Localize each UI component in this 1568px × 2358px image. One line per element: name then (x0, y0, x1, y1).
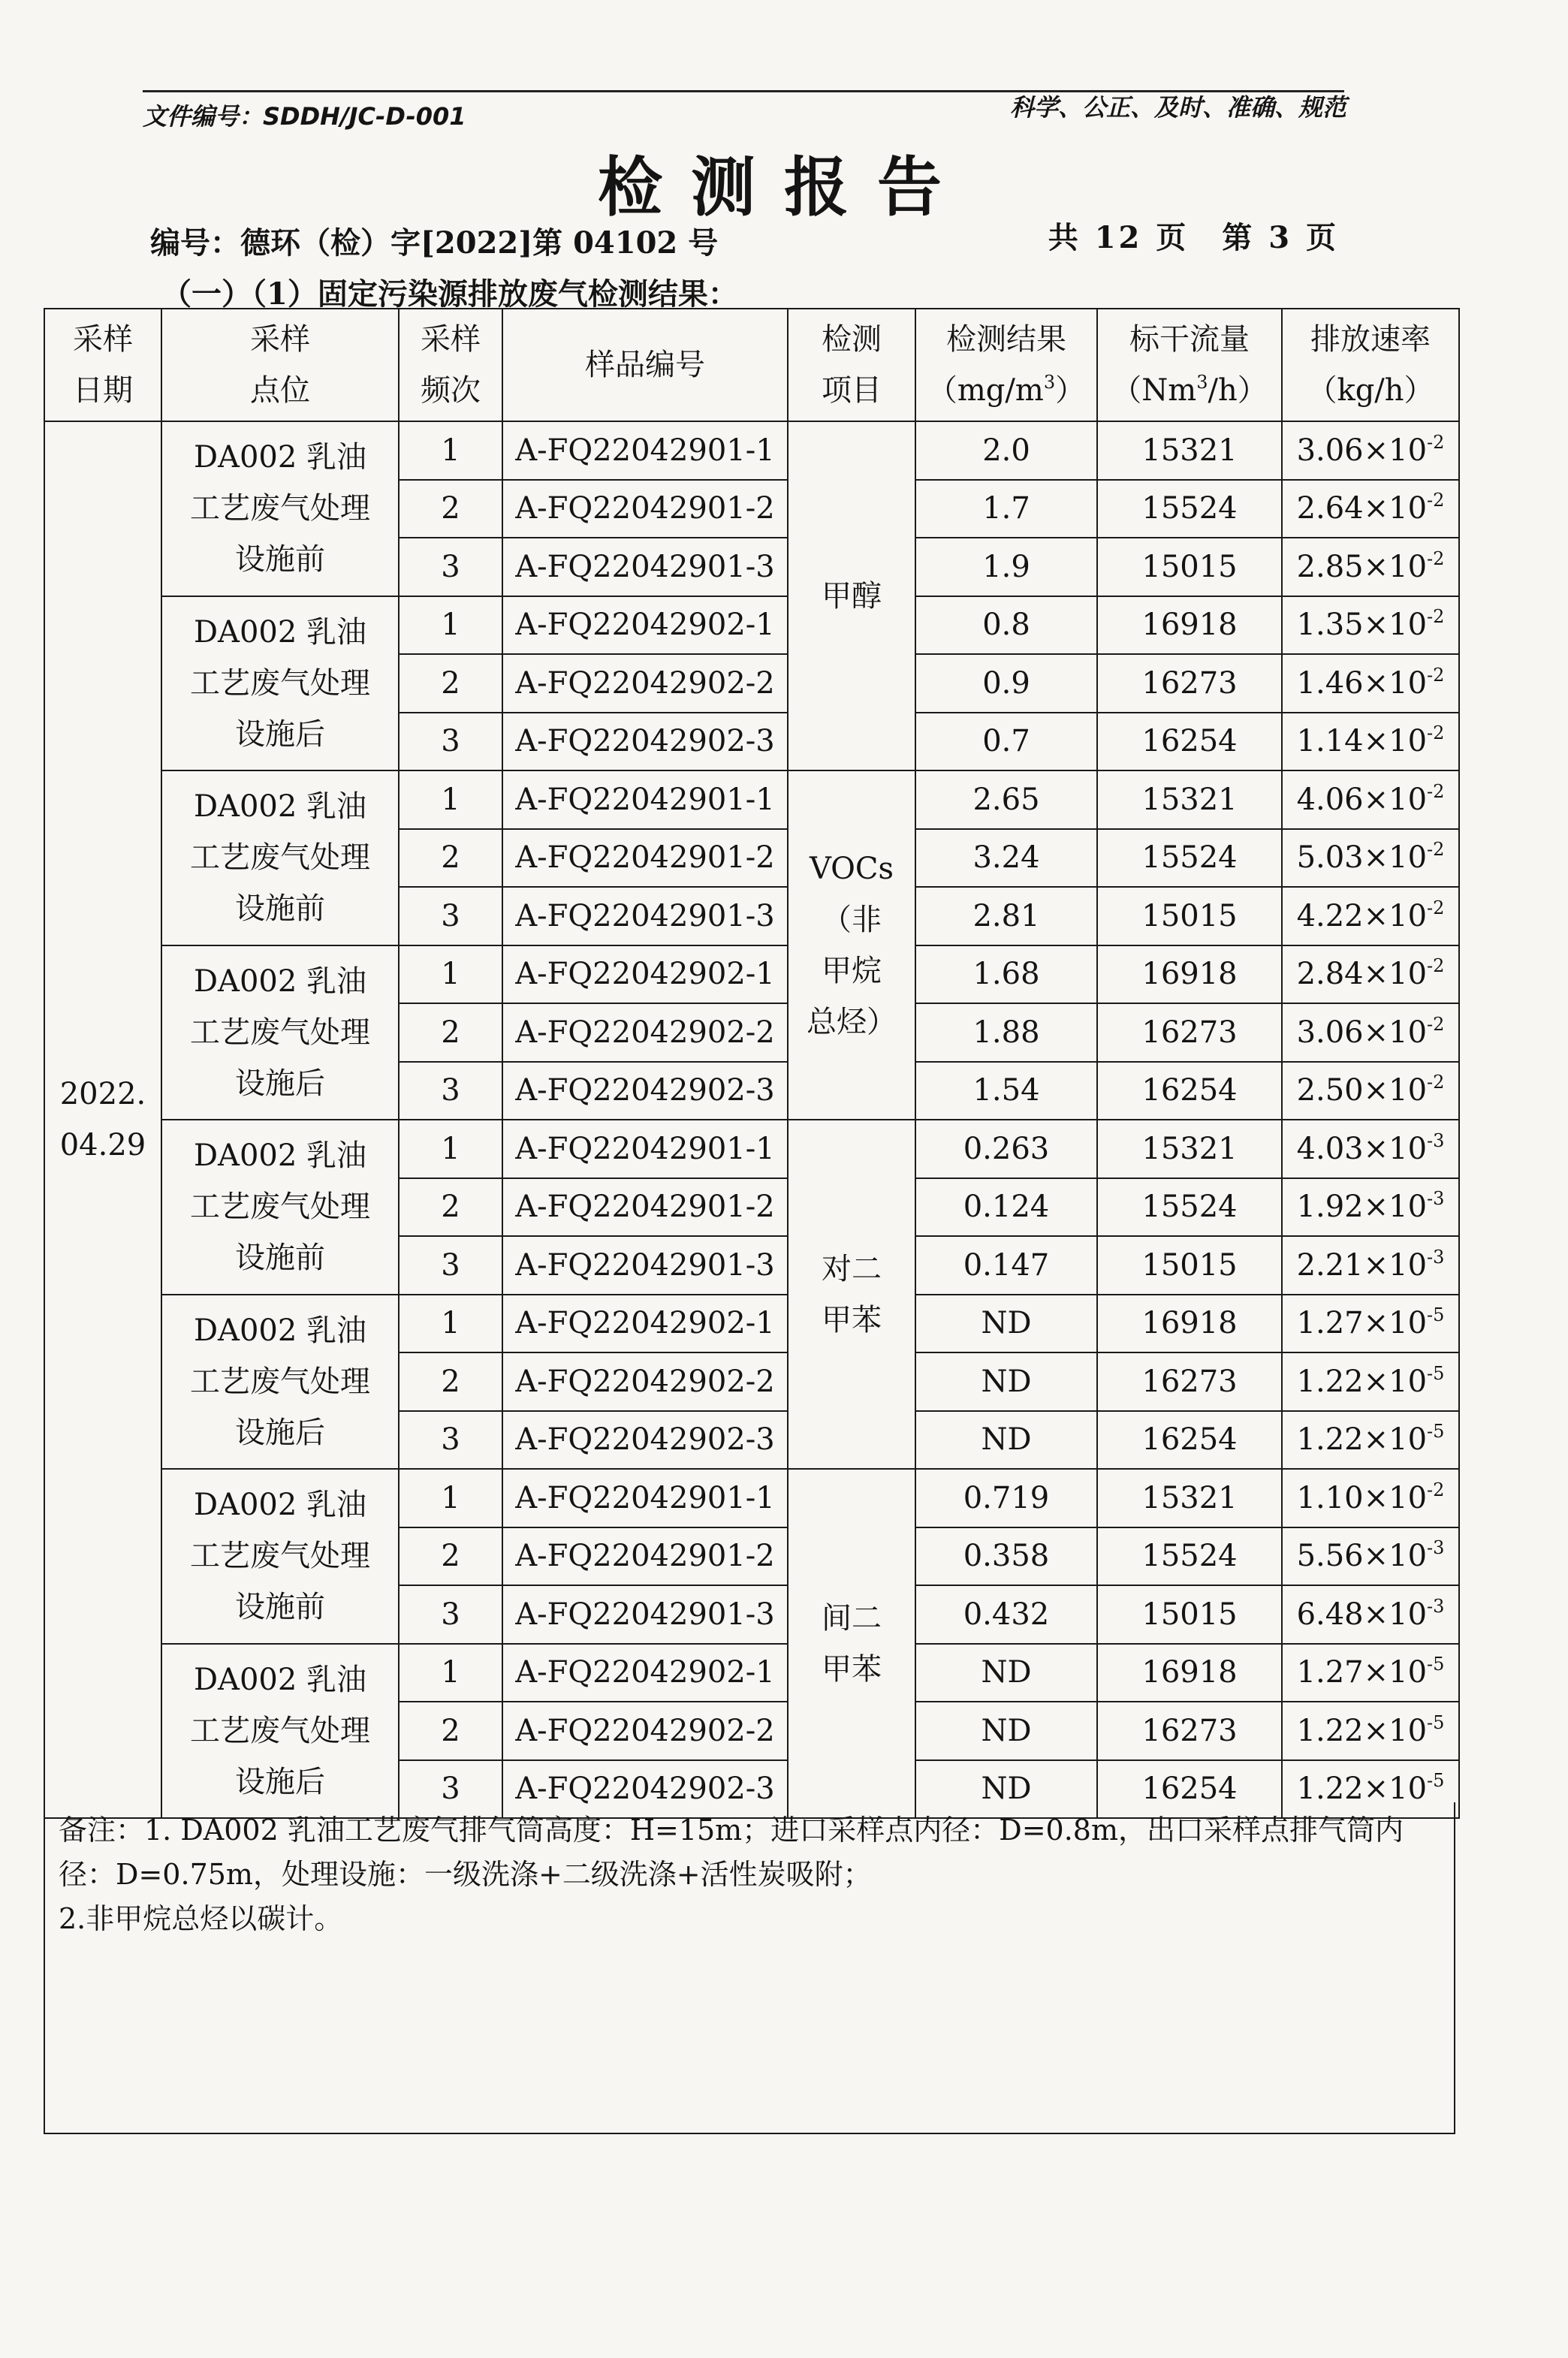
table-row (44, 770, 1459, 829)
frequency-cell: 1 (399, 421, 502, 480)
result-cell: 2.0 (915, 421, 1097, 480)
flow-cell: 15321 (1097, 421, 1282, 480)
frequency-cell: 3 (399, 538, 502, 596)
sampling-point-before: DA002 乳油 工艺废气处理 设施前 (161, 1469, 399, 1644)
sample-id-cell: A-FQ22042901-3 (502, 1236, 788, 1295)
rate-cell: $2.84\times 10^{-2}$ (1282, 945, 1459, 1004)
result-cell: 1.68 (915, 945, 1097, 1004)
rate-cell: $4.03\times 10^{-3}$ (1282, 1120, 1459, 1178)
flow-cell: 16254 (1097, 1411, 1282, 1470)
table-row (44, 1469, 1459, 1527)
col-header-item: 检测 项目 (788, 309, 915, 421)
sample-id-cell: A-FQ22042902-2 (502, 1702, 788, 1760)
frequency-cell: 3 (399, 1411, 502, 1470)
rate-cell: $6.48\times 10^{-3}$ (1282, 1585, 1459, 1644)
flow-cell: 16273 (1097, 1702, 1282, 1760)
frequency-cell: 1 (399, 596, 502, 655)
remarks (44, 1802, 1455, 2134)
sample-id-cell: A-FQ22042902-3 (502, 1062, 788, 1120)
item-methanol: 甲醇 (788, 421, 915, 770)
result-cell: 1.54 (915, 1062, 1097, 1120)
rate-cell: $1.14\times 10^{-2}$ (1282, 713, 1459, 771)
rate-cell: $1.92\times 10^{-3}$ (1282, 1178, 1459, 1237)
frequency-cell: 3 (399, 1236, 502, 1295)
rate-cell: $1.22\times 10^{-5}$ (1282, 1352, 1459, 1411)
frequency-cell: 3 (399, 887, 502, 945)
rate-cell: $3.06\times 10^{-2}$ (1282, 1003, 1459, 1062)
rate-cell: $2.85\times 10^{-2}$ (1282, 538, 1459, 596)
flow-cell: 16273 (1097, 1352, 1282, 1411)
rate-cell: $2.64\times 10^{-2}$ (1282, 480, 1459, 538)
frequency-cell: 1 (399, 1120, 502, 1178)
remark-line-2: 2.非甲烷总烃以碳计。 (59, 1901, 343, 1935)
result-cell: 0.8 (915, 596, 1097, 655)
sampling-point-after: DA002 乳油 工艺废气处理 设施后 (161, 945, 399, 1120)
result-cell: 0.263 (915, 1120, 1097, 1178)
item-vocs: VOCs （非 甲烷 总烃） (788, 770, 915, 1120)
flow-cell: 16918 (1097, 596, 1282, 655)
remark-line-1: 备注：1. DA002 乳油工艺废气排气筒高度：H=15m；进口采样点内径：D=0.8m，出口采样点排气筒内径：D=0.75m，处理设施：一级洗涤+二级洗涤+活性炭吸附； (59, 1814, 1404, 1891)
result-cell: 2.81 (915, 887, 1097, 945)
sample-id-cell: A-FQ22042902-1 (502, 945, 788, 1004)
sampling-point-before: DA002 乳油 工艺废气处理 设施前 (161, 421, 399, 596)
sampling-point-after: DA002 乳油 工艺废气处理 设施后 (161, 596, 399, 771)
sampling-point-after: DA002 乳油 工艺废气处理 设施后 (161, 1644, 399, 1819)
flow-cell: 15015 (1097, 1585, 1282, 1644)
flow-cell: 16273 (1097, 1003, 1282, 1062)
frequency-cell: 3 (399, 713, 502, 771)
frequency-cell: 3 (399, 1062, 502, 1120)
sample-id-cell: A-FQ22042901-1 (502, 770, 788, 829)
rate-cell: $1.10\times 10^{-2}$ (1282, 1469, 1459, 1527)
page-title: 检测报告 (598, 149, 970, 225)
table-header-row (44, 309, 1459, 421)
frequency-cell: 2 (399, 654, 502, 713)
table-row (44, 596, 1459, 655)
sample-id-cell: A-FQ22042902-3 (502, 1760, 788, 1819)
sampling-point-after: DA002 乳油 工艺废气处理 设施后 (161, 1295, 399, 1470)
flow-cell: 16273 (1097, 654, 1282, 713)
result-cell: ND (915, 1352, 1097, 1411)
flow-cell: 16918 (1097, 1295, 1282, 1353)
flow-cell: 15015 (1097, 538, 1282, 596)
flow-cell: 16254 (1097, 713, 1282, 771)
rate-cell: $1.22\times 10^{-5}$ (1282, 1760, 1459, 1819)
flow-cell: 15321 (1097, 770, 1282, 829)
frequency-cell: 3 (399, 1585, 502, 1644)
rate-cell: $4.06\times 10^{-2}$ (1282, 770, 1459, 829)
sample-id-cell: A-FQ22042901-3 (502, 538, 788, 596)
col-header-rate: 排放速率 （kg/h） (1282, 309, 1459, 421)
flow-cell: 15321 (1097, 1469, 1282, 1527)
result-cell: ND (915, 1702, 1097, 1760)
sample-id-cell: A-FQ22042902-3 (502, 1411, 788, 1470)
rate-cell: $1.27\times 10^{-5}$ (1282, 1644, 1459, 1702)
rate-cell: $5.03\times 10^{-2}$ (1282, 829, 1459, 888)
frequency-cell: 2 (399, 1003, 502, 1062)
flow-cell: 16918 (1097, 1644, 1282, 1702)
page-info: 共 12 页 第 3 页 (1048, 220, 1339, 255)
sample-id-cell: A-FQ22042902-1 (502, 596, 788, 655)
frequency-cell: 1 (399, 770, 502, 829)
result-cell: 0.358 (915, 1527, 1097, 1586)
sample-id-cell: A-FQ22042901-2 (502, 1178, 788, 1237)
table-row (44, 945, 1459, 1004)
result-cell: ND (915, 1295, 1097, 1353)
sampling-point-before: DA002 乳油 工艺废气处理 设施前 (161, 1120, 399, 1295)
rate-cell: $1.27\times 10^{-5}$ (1282, 1295, 1459, 1353)
flow-cell: 15321 (1097, 1120, 1282, 1178)
col-header-point: 采样 点位 (161, 309, 399, 421)
flow-cell: 15524 (1097, 1527, 1282, 1586)
file-number: 文件编号：SDDH/JC-D-001 (143, 102, 466, 131)
sample-id-cell: A-FQ22042902-1 (502, 1295, 788, 1353)
col-header-frequency: 采样 频次 (399, 309, 502, 421)
frequency-cell: 1 (399, 945, 502, 1004)
frequency-cell: 2 (399, 1352, 502, 1411)
rate-cell: $1.22\times 10^{-5}$ (1282, 1411, 1459, 1470)
sample-id-cell: A-FQ22042901-1 (502, 1469, 788, 1527)
col-header-flow: 标干流量 （Nm$^3$/h） (1097, 309, 1282, 421)
item-p-xylene: 对二 甲苯 (788, 1120, 915, 1469)
rate-cell: $4.22\times 10^{-2}$ (1282, 887, 1459, 945)
sample-id-cell: A-FQ22042902-2 (502, 1352, 788, 1411)
sample-id-cell: A-FQ22042901-3 (502, 887, 788, 945)
item-m-xylene: 间二 甲苯 (788, 1469, 915, 1818)
frequency-cell: 2 (399, 1702, 502, 1760)
results-table (44, 308, 1460, 1819)
sample-id-cell: A-FQ22042901-1 (502, 1120, 788, 1178)
frequency-cell: 2 (399, 1178, 502, 1237)
result-cell: 1.9 (915, 538, 1097, 596)
result-cell: 3.24 (915, 829, 1097, 888)
result-cell: 0.124 (915, 1178, 1097, 1237)
flow-cell: 15015 (1097, 887, 1282, 945)
frequency-cell: 2 (399, 480, 502, 538)
slogan: 科学、公正、及时、准确、规范 (1009, 93, 1346, 122)
result-cell: 0.147 (915, 1236, 1097, 1295)
flow-cell: 15524 (1097, 1178, 1282, 1237)
frequency-cell: 3 (399, 1760, 502, 1819)
sample-id-cell: A-FQ22042901-1 (502, 421, 788, 480)
result-cell: 0.432 (915, 1585, 1097, 1644)
rate-cell: $1.22\times 10^{-5}$ (1282, 1702, 1459, 1760)
flow-cell: 15015 (1097, 1236, 1282, 1295)
result-cell: 0.7 (915, 713, 1097, 771)
col-header-sample-id: 样品编号 (502, 309, 788, 421)
result-cell: 0.719 (915, 1469, 1097, 1527)
frequency-cell: 1 (399, 1295, 502, 1353)
result-cell: ND (915, 1760, 1097, 1819)
result-cell: 1.88 (915, 1003, 1097, 1062)
result-cell: 0.9 (915, 654, 1097, 713)
flow-cell: 15524 (1097, 480, 1282, 538)
table-row (44, 1120, 1459, 1178)
rate-cell: $1.35\times 10^{-2}$ (1282, 596, 1459, 655)
frequency-cell: 2 (399, 1527, 502, 1586)
sampling-date: 2022. 04.29 (44, 421, 161, 1818)
col-header-date: 采样 日期 (44, 309, 161, 421)
rate-cell: $1.46\times 10^{-2}$ (1282, 654, 1459, 713)
sample-id-cell: A-FQ22042902-1 (502, 1644, 788, 1702)
rate-cell: $5.56\times 10^{-3}$ (1282, 1527, 1459, 1586)
sample-id-cell: A-FQ22042901-2 (502, 480, 788, 538)
flow-cell: 15524 (1097, 829, 1282, 888)
rate-cell: $2.50\times 10^{-2}$ (1282, 1062, 1459, 1120)
sample-id-cell: A-FQ22042902-2 (502, 1003, 788, 1062)
sample-id-cell: A-FQ22042901-2 (502, 829, 788, 888)
sample-id-cell: A-FQ22042901-3 (502, 1585, 788, 1644)
col-header-result: 检测结果 $(mg/m^3)$ (915, 309, 1097, 421)
result-cell: 2.65 (915, 770, 1097, 829)
sample-id-cell: A-FQ22042901-2 (502, 1527, 788, 1586)
frequency-cell: 2 (399, 829, 502, 888)
rate-cell: $2.21\times 10^{-3}$ (1282, 1236, 1459, 1295)
report-number: 编号：德环（检）字[2022]第 04102 号 (150, 225, 719, 261)
result-cell: ND (915, 1411, 1097, 1470)
table-row (44, 1295, 1459, 1353)
frequency-cell: 1 (399, 1469, 502, 1527)
flow-cell: 16254 (1097, 1062, 1282, 1120)
rate-cell: $3.06\times 10^{-2}$ (1282, 421, 1459, 480)
section-title: （一）（1）固定污染源排放废气检测结果： (161, 276, 738, 312)
sample-id-cell: A-FQ22042902-3 (502, 713, 788, 771)
table-row (44, 1644, 1459, 1702)
result-cell: 1.7 (915, 480, 1097, 538)
result-cell: ND (915, 1644, 1097, 1702)
sample-id-cell: A-FQ22042902-2 (502, 654, 788, 713)
sampling-point-before: DA002 乳油 工艺废气处理 设施前 (161, 770, 399, 945)
flow-cell: 16254 (1097, 1760, 1282, 1819)
flow-cell: 16918 (1097, 945, 1282, 1004)
table-row (44, 421, 1459, 480)
frequency-cell: 1 (399, 1644, 502, 1702)
